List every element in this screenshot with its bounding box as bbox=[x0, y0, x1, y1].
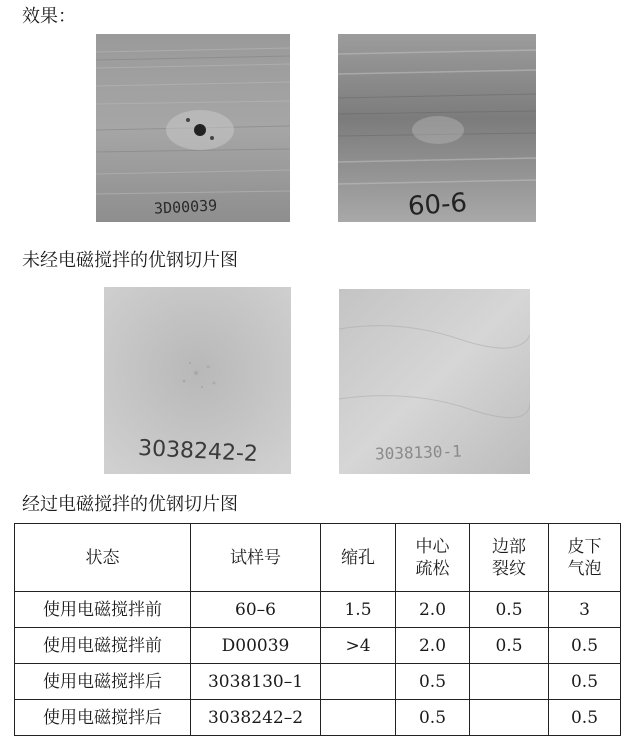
cell-subsurface-bubble: 0.5 bbox=[549, 700, 621, 736]
cell-sample-number: 60–6 bbox=[191, 592, 321, 628]
cell-shrinkage-cavity: 1.5 bbox=[321, 592, 396, 628]
cell-center-porosity: 0.5 bbox=[396, 664, 470, 700]
header-subsurface-bubble: 皮下 气泡 bbox=[549, 524, 621, 592]
cell-sample-number: 3038242–2 bbox=[191, 700, 321, 736]
table-row bbox=[15, 664, 621, 700]
cell-subsurface-bubble: 0.5 bbox=[549, 628, 621, 664]
intro-label: 效果： bbox=[22, 6, 76, 27]
cell-sample-number: 3038130–1 bbox=[191, 664, 321, 700]
sample-marking: 60-6 bbox=[407, 187, 468, 222]
header-shrinkage-cavity: 缩孔 bbox=[321, 524, 396, 592]
header-edge-crack: 边部 裂纹 bbox=[470, 524, 549, 592]
cell-edge-crack: 0.5 bbox=[470, 592, 549, 628]
cell-center-porosity: 2.0 bbox=[396, 628, 470, 664]
cell-subsurface-bubble: 3 bbox=[549, 592, 621, 628]
cell-edge-crack bbox=[470, 700, 549, 736]
table-row bbox=[15, 592, 621, 628]
cell-center-porosity: 2.0 bbox=[396, 592, 470, 628]
steel-slice-photo-without-stirring-1 bbox=[96, 34, 290, 222]
cell-sample-number: D00039 bbox=[191, 628, 321, 664]
cell-shrinkage-cavity: >4 bbox=[321, 628, 396, 664]
caption-without-stirring: 未经电磁搅拌的优钢切片图 bbox=[22, 250, 238, 271]
cell-status: 使用电磁搅拌前 bbox=[15, 628, 191, 664]
header-center-porosity: 中心 疏松 bbox=[396, 524, 470, 592]
header-sample-number: 试样号 bbox=[191, 524, 321, 592]
cell-status: 使用电磁搅拌后 bbox=[15, 700, 191, 736]
cell-subsurface-bubble: 0.5 bbox=[549, 664, 621, 700]
steel-slice-photo-with-stirring-2 bbox=[339, 289, 530, 474]
table-row bbox=[15, 700, 621, 736]
cell-status: 使用电磁搅拌前 bbox=[15, 592, 191, 628]
sample-marking: 3D00039 bbox=[153, 196, 218, 218]
cell-edge-crack: 0.5 bbox=[470, 628, 549, 664]
caption-with-stirring: 经过电磁搅拌的优钢切片图 bbox=[22, 494, 238, 515]
table-header-row bbox=[15, 524, 621, 592]
sample-marking: 3038130-1 bbox=[374, 441, 463, 464]
table-row bbox=[15, 628, 621, 664]
cell-status: 使用电磁搅拌后 bbox=[15, 664, 191, 700]
results-table bbox=[14, 523, 621, 736]
cell-center-porosity: 0.5 bbox=[396, 700, 470, 736]
cell-edge-crack bbox=[470, 664, 549, 700]
cell-shrinkage-cavity bbox=[321, 700, 396, 736]
cell-shrinkage-cavity bbox=[321, 664, 396, 700]
header-status: 状态 bbox=[15, 524, 191, 592]
steel-slice-photo-without-stirring-2 bbox=[338, 34, 536, 222]
sample-marking: 3038242-2 bbox=[137, 435, 259, 468]
steel-slice-photo-with-stirring-1 bbox=[104, 287, 291, 474]
